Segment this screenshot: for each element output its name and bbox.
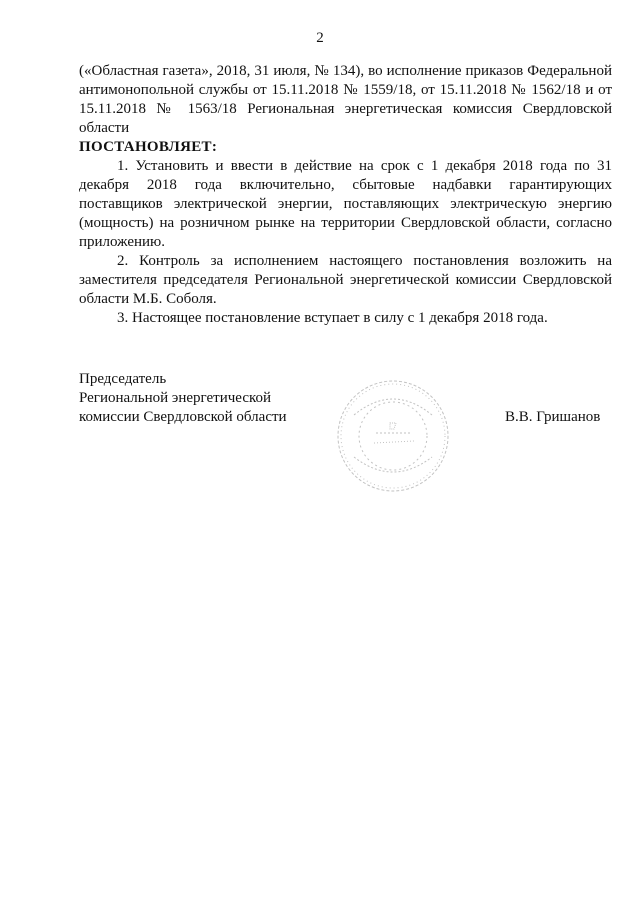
signatory-name: В.В. Гришанов bbox=[505, 409, 601, 425]
item-1-paragraph: 1. Установить и ввести в действие на срок с 1 декабря 2018 года по 31 декабря 2018 года включительно, сбытовые надбавки гарантирующих поставщиков электрической энергии, поставляющих электрическую энергию (мощность) на розничном рынке на территории Свердловской области, согласно приложению. bbox=[79, 158, 612, 250]
intro-paragraph: («Областная газета», 2018, 31 июля, № 134), во исполнение приказов Федеральной антимонопольной службы от 15.11.2018 № 1559/18, от 15.11.2018 № 1562/18 и от 15.11.2018 № 1563/18 Региональная энергетическая комиссия Свердловской области bbox=[79, 63, 612, 136]
resolution-heading: ПОСТАНОВЛЯЕТ: bbox=[79, 139, 218, 155]
signatory-title-line: Региональной энергетической bbox=[79, 390, 272, 406]
signatory-title-line: Председатель bbox=[79, 371, 167, 387]
item-3-paragraph: 3. Настоящее постановление вступает в силу с 1 декабря 2018 года. bbox=[117, 310, 548, 326]
document-body bbox=[79, 62, 612, 328]
item-2-paragraph: 2. Контроль за исполнением настоящего постановления возложить на заместителя председателя Региональной энергетической комиссии Свердловской области М.Б. Соболя. bbox=[79, 253, 612, 307]
signatory-title bbox=[79, 370, 319, 427]
official-seal-icon bbox=[332, 375, 454, 497]
page-number: 2 bbox=[316, 30, 324, 46]
signatory-title-line: комиссии Свердловской области bbox=[79, 409, 287, 425]
